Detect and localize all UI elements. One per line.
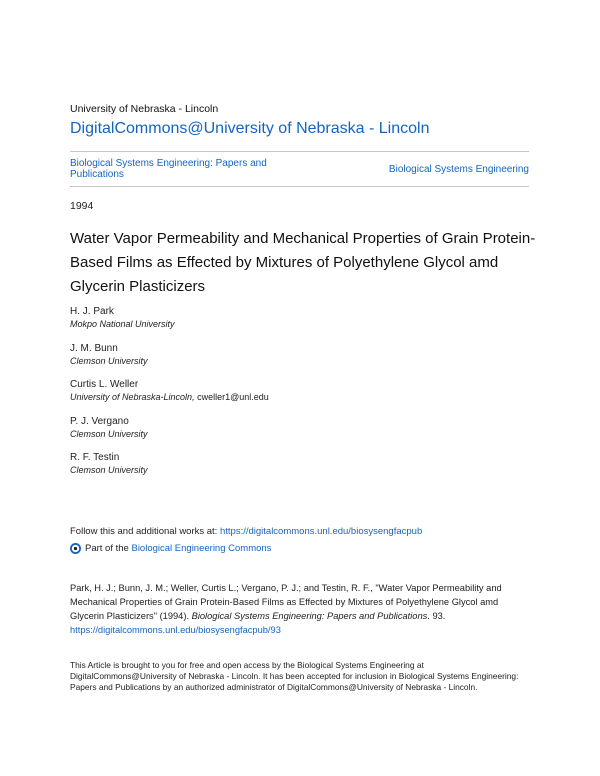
- citation-block: [70, 581, 532, 637]
- divider-top: [70, 151, 529, 152]
- citation-authors: Park, H. J.; Bunn, J. M.; Weller, Curtis L.; Vergano, P. J.; and Testin, R. F.,: [70, 583, 376, 593]
- institution-name: University of Nebraska - Lincoln: [70, 103, 219, 115]
- author-name: J. M. Bunn: [70, 342, 118, 354]
- author-entry: [70, 305, 540, 342]
- commons-network-icon: [70, 543, 81, 554]
- access-notice: This Article is brought to you for free and open access by the Biological Systems Engineering at DigitalCommons@University of Nebraska - Lincoln. It has been accepted for inclusion in Biological Systems Engineering: Papers and Publications by an authorized administrator of DigitalCommons@University of Nebraska - Lincoln.: [70, 660, 519, 692]
- citation-url[interactable]: https://digitalcommons.unl.edu/biosysengfacpub/93: [70, 625, 281, 635]
- author-entry: [70, 378, 540, 415]
- author-name: Curtis L. Weller: [70, 379, 139, 390]
- follow-line: [70, 526, 422, 537]
- author-email[interactable]: cweller1@unl.edu: [197, 392, 269, 402]
- author-entry: [70, 342, 540, 379]
- author-affiliation: University of Nebraska-Lincoln, cweller1@unl.edu: [70, 392, 269, 402]
- series-link-department[interactable]: Biological Systems Engineering: [388, 164, 529, 175]
- author-name: P. J. Vergano: [70, 415, 129, 427]
- publication-year: 1994: [70, 200, 94, 212]
- author-affiliation: Clemson University: [70, 465, 148, 475]
- author-name: H. J. Park: [70, 306, 114, 317]
- divider-bottom: [70, 186, 529, 187]
- series-link-papers[interactable]: Biological Systems Engineering: Papers and Publications: [70, 158, 267, 180]
- author-entry: [70, 415, 540, 452]
- author-affiliation: Clemson University: [70, 355, 148, 366]
- citation-title: "Water Vapor Permeability and Mechanical Properties of Grain Protein-Based Films as Effected by Mixtures of Polyethylene Glycol amd Glycerin Plasticizers" (1994).: [70, 583, 502, 621]
- follow-text: Follow this and additional works at:: [70, 526, 220, 537]
- author-affiliation-text: University of Nebraska-Lincoln: [70, 392, 193, 402]
- commons-link[interactable]: Biological Engineering Commons: [131, 543, 272, 554]
- citation-journal: Biological Systems Engineering: Papers and Publications: [191, 611, 428, 621]
- author-affiliation: Clemson University: [70, 428, 148, 439]
- part-of-line: [70, 543, 271, 554]
- collection-link[interactable]: https://digitalcommons.unl.edu/biosysengfacpub: [219, 526, 423, 537]
- author-list: [70, 305, 540, 488]
- part-of-prefix: Part of the: [85, 543, 129, 554]
- author-name: R. F. Testin: [70, 452, 120, 463]
- repository-link[interactable]: DigitalCommons@University of Nebraska - Lincoln: [70, 120, 430, 137]
- article-title: Water Vapor Permeability and Mechanical Properties of Grain Protein-Based Films as Effected by Mixtures of Polyethylene Glycol amd Glycerin Plasticizers: [70, 230, 536, 295]
- author-affiliation: Mokpo National University: [70, 319, 175, 329]
- citation-number: . 93.: [427, 611, 446, 621]
- author-entry: [70, 451, 540, 488]
